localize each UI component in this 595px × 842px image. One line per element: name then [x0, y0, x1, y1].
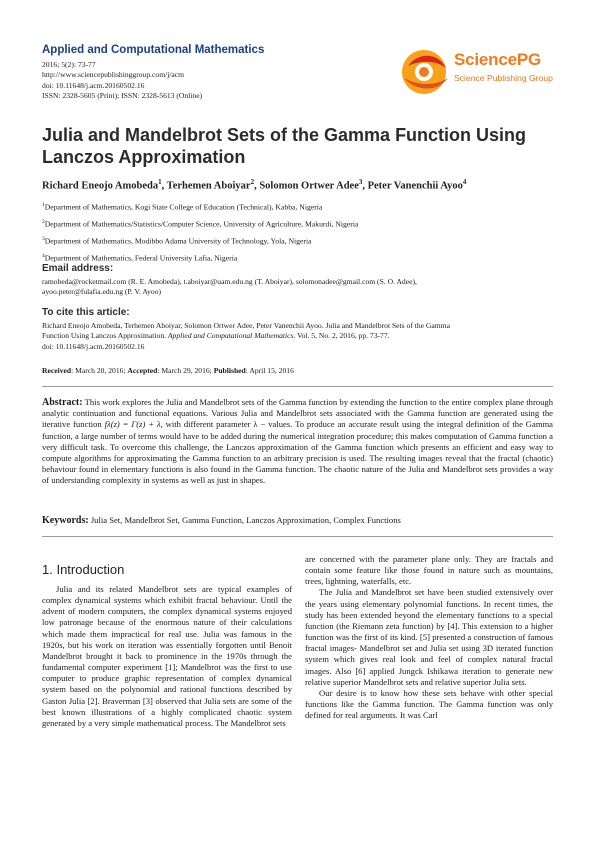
- paragraph: Our desire is to know how these sets behave with other special functions like the Gamma function. The Gamma function was only defined for real arguments. It was Carl: [305, 687, 553, 721]
- abstract-text: This work explores the Julia and Mandelbrot sets of the Gamma function by extending the function to the entire complex plane through analytic continuation and functional equations. Various Julia and Mandelbrot sets associated with the Gamma function are generated using the iterative function: [42, 397, 553, 430]
- citation-text: . Vol. 5, No. 2, 2016, pp. 73-77.: [293, 331, 390, 341]
- volume-line: 2016; 5(2): 73-77: [42, 60, 96, 69]
- paragraph: The Julia and Mandelbrot set have been studied extensively over the years using elementary polynomial functions. In recent times, the study has been extended beyond the elementary functions to a special function (the Riemann zeta function) by [4]. This extension to a higher function was the first of its kind. [5] presented a construction of famous fractal images- Mandelbrot set and Julia set using 3D iterated function system which gives real look and feel of complex natural fractal images. Also [6] applied Jungck Ishikawa iteration to generate new relative superior Mandelbrot sets and relative superior Julia sets.: [305, 587, 553, 687]
- body-column-right: [305, 554, 553, 721]
- paragraph: are concerned with the parameter plane only. They are fractals and contain some feature like those found in nature such as mountains, trees, lightning, waterfalls, etc.: [305, 554, 553, 587]
- author-name: Richard Eneojo Amobeda: [42, 180, 159, 192]
- published-date: : April 15, 2016: [245, 366, 294, 375]
- author-name: Peter Vanenchii Ayoo: [367, 180, 463, 192]
- affiliation-sup: 3: [42, 236, 45, 243]
- citation-line: [42, 331, 557, 341]
- journal-title: Applied and Computational Mathematics: [42, 44, 265, 56]
- dates-line: [42, 366, 294, 376]
- citation-journal: Applied and Computational Mathematics: [167, 331, 294, 341]
- citation-block: [42, 321, 557, 352]
- affiliation: [42, 249, 562, 266]
- affiliation: [42, 198, 562, 215]
- abstract-label: Abstract:: [42, 397, 83, 408]
- affiliation-text: Department of Mathematics, Federal University Lafia, Nigeria: [44, 254, 238, 264]
- affiliation-sup: 2: [42, 219, 45, 226]
- email-line[interactable]: ramobeda@rocketmail.com (R. E. Amobeda), t.aboiyar@uam.edu.ng (T. Aboiyar), solomonadee@gmail.com (S. O. Adee),: [42, 277, 417, 286]
- affiliation: [42, 232, 562, 249]
- published-label: Published: [213, 366, 246, 375]
- paragraph: Julia and its related Mandelbrot sets are typical examples of complex dynamical systems which exhibit fractal behaviour. Until the advent of modern computers, the complex dynamical systems enjoyed low patronage because of the enormous nature of their calculations which made them impractical for real use. Julia was famous in the 1920s, but his work on iteration was essentially forgotten until Benoit Mandelbrot brought it back to prominence in the 1970s through the fundamental computer experiment [1]; Mandelbrot was the first to use computer to produce graphic representation of complex dynamical system based on the polynomial and rational functions described by Gaston Julia [2]. Braverman [3] observed that Julia sets are some of the best known illustrations of a highly complicated chaotic system generated by a very simple mathematical process. The Mandelbrot sets: [42, 584, 292, 728]
- keywords: [42, 515, 553, 526]
- affiliation-list: [42, 198, 562, 267]
- author-sup: 1: [158, 178, 162, 186]
- abstract: [42, 397, 553, 487]
- logo-brand: SciencePG: [454, 50, 542, 69]
- affiliation-text: Department of Mathematics, Kogi State College of Education (Technical), Kabba, Nigeria: [44, 202, 323, 212]
- affiliation-sup: 1: [42, 202, 45, 208]
- accepted-date: : March 29, 2016;: [157, 366, 214, 375]
- sciencepg-logo: [400, 44, 560, 102]
- issn-line: ISSN: 2328-5605 (Print); ISSN: 2328-5613 (Online): [42, 90, 203, 100]
- author-sup: 4: [462, 178, 467, 186]
- citation-line: Richard Eneojo Amobeda, Terhemen Aboiyar, Solomon Ortwer Adee, Peter Vanenchii Ayoo. Julia and Mandelbrot Sets of the Gamma: [42, 321, 450, 330]
- received-label: Received: [42, 366, 72, 375]
- author-sup: 2: [250, 178, 255, 186]
- keywords-label: Keywords:: [42, 515, 89, 526]
- affiliation: [42, 215, 562, 232]
- author-sup: 3: [358, 178, 363, 186]
- accepted-label: Accepted: [127, 366, 158, 375]
- affiliation-sup: 4: [42, 253, 45, 260]
- author-name: Terhemen Aboiyar: [166, 180, 251, 192]
- body-column-left: [42, 584, 292, 729]
- citation-text: Function Using Lanczos Approximation.: [42, 331, 168, 341]
- author-list: Richard Eneojo Amobeda$^1$, Terhemen Aboiyar$^2$, Solomon Ortwer Adee$^3$, Peter Vanenchii Ayoo$^4$: [42, 178, 467, 192]
- affiliation-text: Department of Mathematics/Statistics/Computer Science, University of Agriculture, Makurdi, Nigeria: [44, 219, 359, 229]
- logo-subtitle: Science Publishing Group: [454, 73, 553, 83]
- author-name: Solomon Ortwer Adee: [259, 180, 359, 192]
- affiliation-text: Department of Mathematics, Modibbo Adama University of Technology, Yola, Nigeria: [44, 236, 312, 246]
- keywords-text: Julia Set, Mandelbrot Set, Gamma Function, Lanczos Approximation, Complex Functions: [88, 515, 401, 525]
- journal-url[interactable]: http://www.sciencepublishinggroup.com/j/acm: [42, 70, 185, 80]
- divider: [42, 386, 553, 387]
- email-heading: Email address:: [42, 263, 114, 274]
- article-title: Julia and Mandelbrot Sets of the Gamma Function Using Lanczos Approximation: [42, 125, 527, 167]
- cite-heading: To cite this article:: [42, 307, 130, 318]
- email-line[interactable]: ayoo.peter@fulafia.edu.ng (P. V. Ayoo): [42, 287, 162, 297]
- iterative-formula: fλ(z) = Γ(z) + λ: [104, 419, 161, 430]
- email-block: [42, 277, 557, 298]
- abstract-text: , with different parameter λ − values. To produce an accurate result using the integral definition of the Gamma function, a large number of terms would have to be added during the numerical integration procedure; this makes computation of Gamma function a very difficult task. To overcome this challenge, the Lanczos approximation of the Gamma function which presents an efficient and easy way to compute algorithms for approximating the Gamma function to an arbitrary precision is used. The resulting images reveal that the fractal (chaotic) behaviour found in elementary functions is also found in the Gamma function. The chaotic nature of the Julia and Mandelbrot sets provides a way of understanding complexity in systems as well as just in shapes.: [42, 419, 553, 486]
- sciencepg-logo-icon: [400, 46, 452, 98]
- divider: [42, 536, 553, 537]
- citation-doi[interactable]: doi: 10.11648/j.acm.20160502.16: [42, 341, 145, 351]
- journal-meta: [42, 60, 202, 101]
- received-date: : March 20, 2016;: [71, 366, 128, 375]
- section-heading: 1. Introduction: [42, 562, 125, 577]
- doi-line: doi: 10.11648/j.acm.20160502.16: [42, 80, 145, 90]
